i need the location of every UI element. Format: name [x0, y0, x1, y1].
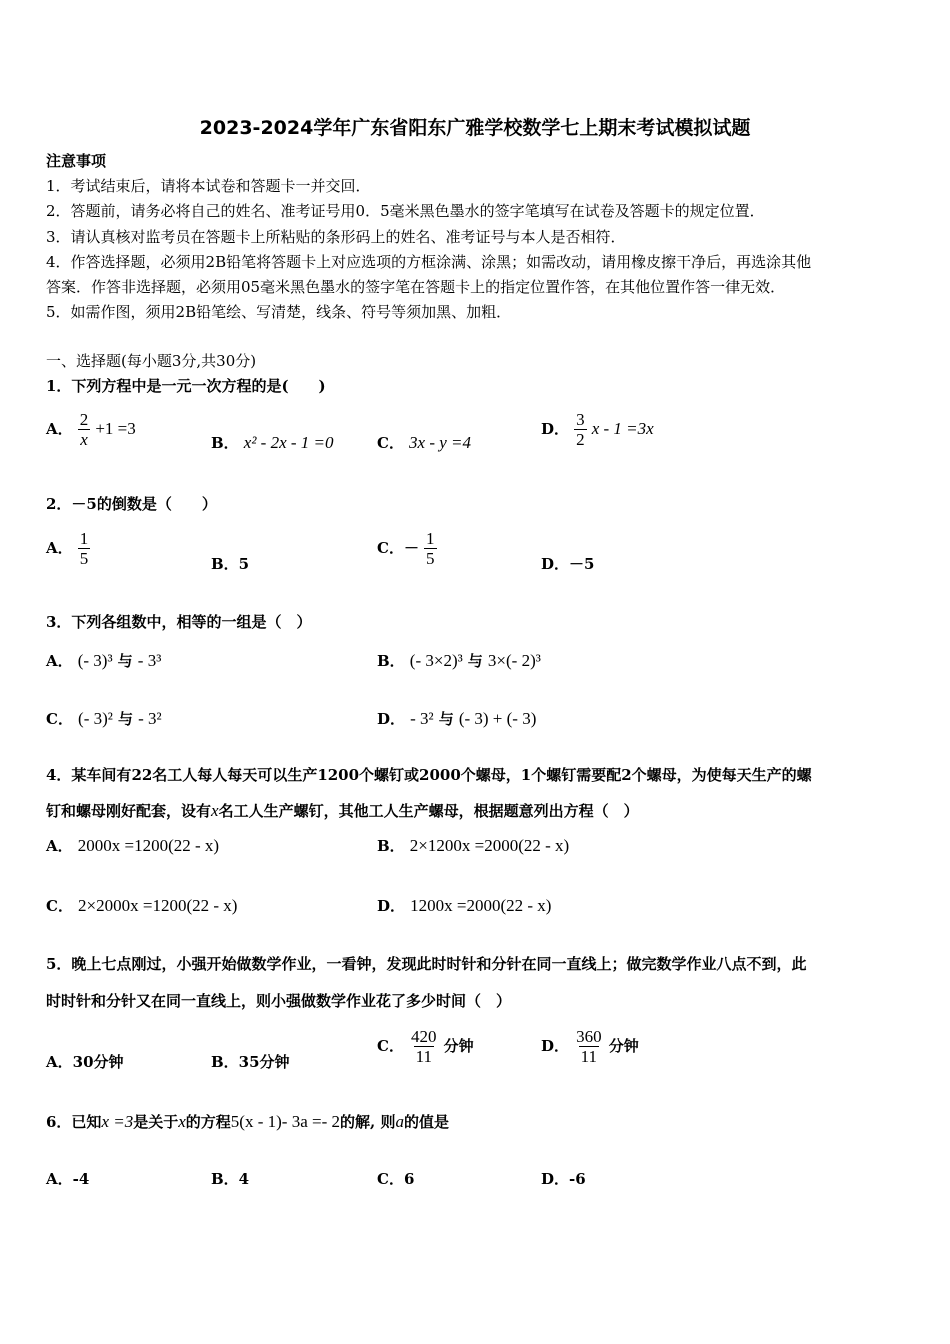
- q6-option-d: D．-6: [541, 1170, 586, 1188]
- q3-option-d: D． - 3² 与 (- 3) + (- 3): [377, 709, 537, 728]
- note-item: 3．请认真核对监考员在答题卡上所粘贴的条形码上的姓名、准考证号与本人是否相符．: [46, 228, 626, 246]
- q5-option-b: B．35分钟: [211, 1053, 290, 1071]
- q1-option-a: A． $\frac{2}{x}$ +1 =3: [46, 410, 136, 449]
- q4-option-d: D． 1200x =2000(22 - x): [377, 896, 552, 915]
- note-item: 1．考试结束后，请将本试卷和答题卡一并交回．: [46, 177, 371, 195]
- q3-option-a: A． (- 3)³ 与 - 3³: [46, 651, 162, 670]
- question-6-stem: 6．已知x =3是关于x的方程5(x - 1)- 3a =- 2的解, 则a的值是: [46, 1112, 449, 1131]
- notes-heading: 注意事项: [46, 152, 107, 170]
- q6-option-c: C．6: [377, 1170, 415, 1188]
- q1-option-d: D． $\frac{3}{2}$ x - 1 =3x: [541, 410, 654, 449]
- q5-option-d: D． $\frac{360}{11}$ 分钟: [541, 1027, 639, 1066]
- question-2-stem: 2．－5的倒数是（ ）: [46, 495, 217, 513]
- question-3-stem: 3．下列各组数中，相等的一组是（ ）: [46, 613, 312, 631]
- q3-option-c: C． (- 3)² 与 - 3²: [46, 709, 162, 728]
- q1-option-c: C． 3x - y =4: [377, 433, 472, 452]
- note-item: 2．答题前，请务必将自己的姓名、准考证号用0．5毫米黑色墨水的签字笔填写在试卷及答题卡的规定位置．: [46, 202, 765, 220]
- q4-option-a: A． 2000x =1200(22 - x): [46, 836, 220, 855]
- question-5-stem-line2: 时时针和分针又在同一直线上，则小强做数学作业花了多少时间（ ）: [46, 992, 512, 1010]
- q5-option-c: C． $\frac{420}{11}$ 分钟: [377, 1027, 474, 1066]
- q2-option-a: A． $\frac{1}{5}$: [46, 529, 89, 568]
- question-4-stem-line2: 钉和螺母刚好配套，设有x名工人生产螺钉，其他工人生产螺母，根据题意列出方程（ ）: [46, 801, 639, 820]
- question-1-stem: 1．下列方程中是一元一次方程的是( ): [46, 377, 326, 395]
- page-title: 2023-2024学年广东省阳东广雅学校数学七上期末考试模拟试题: [199, 117, 751, 139]
- question-4-stem: 4．某车间有22名工人每人每天可以生产1200个螺钉或2000个螺母，1个螺钉需要配2个螺母，为使每天生产的螺: [46, 766, 812, 784]
- q6-option-a: A．-4: [46, 1170, 90, 1188]
- q6-option-b: B．4: [211, 1170, 250, 1188]
- q2-option-d: D．－5: [541, 555, 595, 573]
- question-5-stem: 5．晚上七点刚过，小强开始做数学作业，一看钟，发现此时时针和分针在同一直线上；做完数学作业八点不到，此: [46, 955, 807, 973]
- note-item: 5．如需作图，须用2B铅笔绘、写清楚，线条、符号等须加黑、加粗．: [46, 303, 512, 321]
- section-heading: 一、选择题(每小题3分,共30分): [46, 352, 257, 370]
- q2-option-c: C．－ $\frac{1}{5}$: [377, 529, 435, 568]
- note-item: 4．作答选择题，必须用2B铅笔将答题卡上对应选项的方框涂满、涂黑；如需改动，请用橡皮擦干净后，再选涂其他: [46, 253, 812, 271]
- q4-option-c: C． 2×2000x =1200(22 - x): [46, 896, 238, 915]
- q3-option-b: B． (- 3×2)³ 与 3×(- 2)³: [377, 651, 541, 670]
- q2-option-b: B．5: [211, 555, 250, 573]
- q5-option-a: A．30分钟: [46, 1053, 124, 1071]
- note-item: 答案．作答非选择题，必须用05毫米黑色墨水的签字笔在答题卡上的指定位置作答，在其他位置作答一律无效．: [46, 278, 786, 296]
- q1-option-b: B． x² - 2x - 1 =0: [211, 433, 334, 452]
- q4-option-b: B． 2×1200x =2000(22 - x): [377, 836, 570, 855]
